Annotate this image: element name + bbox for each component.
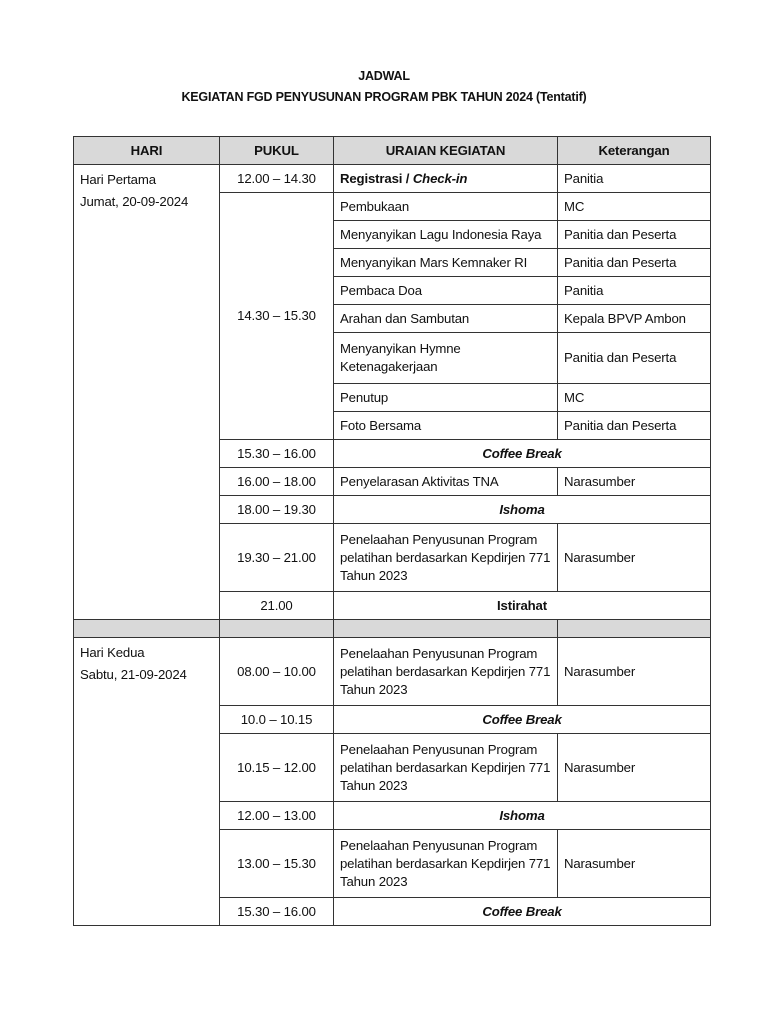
day-date: Sabtu, 21-09-2024	[80, 667, 187, 682]
day-cell	[74, 638, 220, 926]
note-cell: Panitia dan Peserta	[558, 412, 711, 440]
activity-cell: Menyanyikan Mars Kemnaker RI	[334, 249, 558, 277]
time-cell: 21.00	[220, 592, 334, 620]
break-cell: Coffee Break	[334, 898, 711, 926]
day-name: Hari Kedua	[80, 645, 145, 660]
rest-cell: Istirahat	[334, 592, 711, 620]
day-name: Hari Pertama	[80, 172, 156, 187]
time-cell: 12.00 – 14.30	[220, 165, 334, 193]
time-cell: 19.30 – 21.00	[220, 524, 334, 592]
note-cell: Panitia dan Peserta	[558, 249, 711, 277]
activity-cell: Pembaca Doa	[334, 277, 558, 305]
column-header-pukul: PUKUL	[220, 137, 334, 165]
break-cell: Coffee Break	[334, 706, 711, 734]
time-cell: 10.15 – 12.00	[220, 734, 334, 802]
column-header-hari: HARI	[74, 137, 220, 165]
activity-cell: Penutup	[334, 384, 558, 412]
activity-cell: Foto Bersama	[334, 412, 558, 440]
break-cell: Ishoma	[334, 802, 711, 830]
activity-cell: Menyanyikan Lagu Indonesia Raya	[334, 221, 558, 249]
time-cell: 18.00 – 19.30	[220, 496, 334, 524]
note-cell: Panitia	[558, 165, 711, 193]
note-cell: Narasumber	[558, 734, 711, 802]
activity-cell: Penelaahan Penyusunan Program pelatihan berdasarkan Kepdirjen 771 Tahun 2023	[334, 734, 558, 802]
break-cell: Coffee Break	[334, 440, 711, 468]
note-cell: Narasumber	[558, 524, 711, 592]
note-cell: Narasumber	[558, 468, 711, 496]
note-cell: Panitia	[558, 277, 711, 305]
day-date: Jumat, 20-09-2024	[80, 194, 189, 209]
activity-cell: Penelaahan Penyusunan Program pelatihan berdasarkan Kepdirjen 771 Tahun 2023	[334, 524, 558, 592]
column-header-uraian: URAIAN KEGIATAN	[334, 137, 558, 165]
note-cell: MC	[558, 193, 711, 221]
activity-cell: Penelaahan Penyusunan Program pelatihan berdasarkan Kepdirjen 771 Tahun 2023	[334, 638, 558, 706]
day-cell	[74, 165, 220, 620]
separator-cell	[220, 620, 334, 638]
time-cell: 08.00 – 10.00	[220, 638, 334, 706]
time-cell: 16.00 – 18.00	[220, 468, 334, 496]
time-cell: 15.30 – 16.00	[220, 898, 334, 926]
note-cell: Panitia dan Peserta	[558, 333, 711, 384]
document-title: JADWAL	[358, 69, 410, 83]
activity-cell: Menyanyikan Hymne Ketenagakerjaan	[334, 333, 558, 384]
column-header-keterangan: Keterangan	[558, 137, 711, 165]
table-row	[74, 165, 711, 193]
time-cell: 15.30 – 16.00	[220, 440, 334, 468]
time-cell: 13.00 – 15.30	[220, 830, 334, 898]
separator-cell	[558, 620, 711, 638]
activity-cell	[334, 165, 558, 193]
activity-bold-text: Registrasi /	[340, 170, 413, 186]
activity-italic-text: Check-in	[412, 170, 468, 186]
activity-cell: Arahan dan Sambutan	[334, 305, 558, 333]
note-cell: Narasumber	[558, 830, 711, 898]
table-row	[74, 638, 711, 706]
schedule-table	[73, 136, 711, 926]
time-cell: 10.0 – 10.15	[220, 706, 334, 734]
note-cell: Panitia dan Peserta	[558, 221, 711, 249]
note-cell: MC	[558, 384, 711, 412]
time-cell: 12.00 – 13.00	[220, 802, 334, 830]
note-cell: Narasumber	[558, 638, 711, 706]
activity-cell: Penyelarasan Aktivitas TNA	[334, 468, 558, 496]
activity-cell: Pembukaan	[334, 193, 558, 221]
separator-row	[74, 620, 711, 638]
time-cell: 14.30 – 15.30	[220, 193, 334, 440]
activity-cell: Penelaahan Penyusunan Program pelatihan berdasarkan Kepdirjen 771 Tahun 2023	[334, 830, 558, 898]
separator-cell	[334, 620, 558, 638]
separator-cell	[74, 620, 220, 638]
table-header-row	[74, 137, 711, 165]
document-subtitle: KEGIATAN FGD PENYUSUNAN PROGRAM PBK TAHUN 2024 (Tentatif)	[181, 90, 587, 104]
note-cell: Kepala BPVP Ambon	[558, 305, 711, 333]
break-cell: Ishoma	[334, 496, 711, 524]
